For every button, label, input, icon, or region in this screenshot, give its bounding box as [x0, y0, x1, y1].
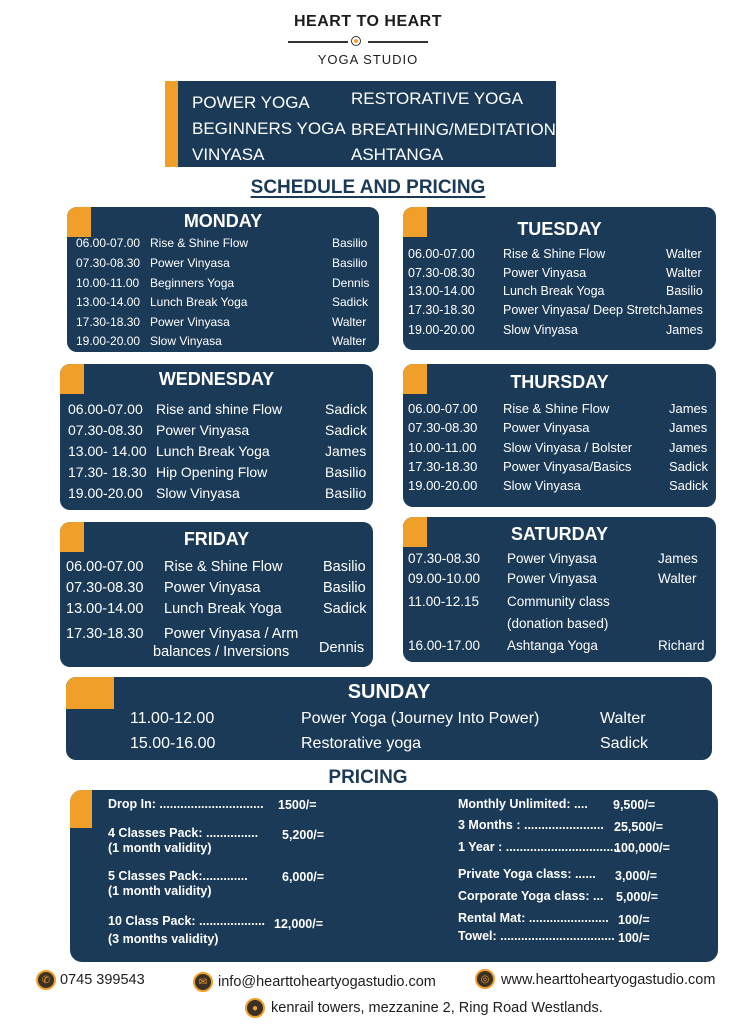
- time-slot: 06.00-07.00: [76, 236, 141, 250]
- schedule-heading: SCHEDULE AND PRICING: [250, 177, 486, 198]
- instructor-name: Basilio: [666, 284, 703, 298]
- class-name: Rise & Shine Flow: [150, 236, 249, 250]
- class-item: BREATHING/MEDITATION: [351, 120, 556, 139]
- class-name: Slow Vinyasa / Bolster: [503, 440, 633, 455]
- class-name: Rise & Shine Flow: [164, 559, 283, 575]
- class-name: Power Vinyasa: [164, 580, 261, 596]
- pricing-card-accent: [70, 790, 92, 828]
- class-name: Lunch Break Yoga: [150, 295, 248, 309]
- class-name: Slow Vinyasa: [150, 334, 222, 348]
- instructor-name: Sadick: [323, 601, 367, 617]
- time-slot: 17.30-18.30: [76, 315, 141, 329]
- class-name: Slow Vinyasa: [503, 478, 581, 493]
- price-value: 100/=: [618, 913, 650, 927]
- instructor-name: Basilio: [323, 580, 366, 596]
- class-name: Power Vinyasa/ Deep Stretch: [503, 303, 667, 317]
- class-name: Lunch Break Yoga: [156, 443, 270, 459]
- class-name: (donation based): [507, 616, 609, 631]
- class-name: Power Vinyasa: [503, 266, 587, 280]
- class-name: Power Vinyasa: [150, 315, 230, 329]
- instructor-name: James: [669, 440, 708, 455]
- time-slot: 17.30-18.30: [66, 626, 144, 642]
- time-slot: 06.00-07.00: [408, 401, 478, 416]
- price-label: 5 Classes Pack:.............: [108, 869, 248, 883]
- contact-address: kenrail towers, mezzanine 2, Ring Road Westlands.: [271, 1000, 603, 1016]
- contact-phone[interactable]: 0745 399543: [60, 972, 145, 988]
- instructor-name: Walter: [600, 710, 646, 727]
- day-title: TUESDAY: [517, 219, 602, 239]
- time-slot: 13.00-14.00: [66, 601, 144, 617]
- class-name: Restorative yoga: [301, 735, 422, 752]
- time-slot: 17.30-18.30: [408, 303, 475, 317]
- globe-icon: ◎: [475, 969, 495, 989]
- instructor-name: Basilio: [332, 256, 368, 270]
- time-slot: 10.00-11.00: [408, 440, 477, 455]
- time-slot: 13.00-14.00: [76, 295, 141, 309]
- price-label: 3 Months : .......................: [458, 818, 604, 832]
- day-title: SATURDAY: [510, 524, 608, 544]
- class-name: Hip Opening Flow: [156, 464, 268, 480]
- instructor-name: Sadick: [600, 735, 649, 752]
- instructor-name: Basilio: [332, 236, 368, 250]
- instructor-name: James: [669, 401, 708, 416]
- pricing-heading: PRICING: [328, 767, 408, 788]
- class-item: RESTORATIVE YOGA: [351, 89, 523, 108]
- class-name: Slow Vinyasa: [156, 485, 240, 501]
- price-value: 1500/=: [278, 798, 317, 812]
- price-sublabel: (1 month validity): [108, 841, 212, 855]
- instructor-name: Sadick: [325, 422, 368, 438]
- class-name: Power Vinyasa: [507, 551, 597, 566]
- class-name: Rise and shine Flow: [156, 401, 283, 417]
- class-item: ASHTANGA: [351, 145, 444, 164]
- time-slot: 07.30-08.30: [408, 551, 481, 566]
- location-icon: ●: [245, 998, 265, 1018]
- price-label: Private Yoga class: ......: [458, 867, 596, 881]
- price-value: 12,000/=: [274, 917, 324, 931]
- class-name: Ashtanga Yoga: [507, 638, 598, 653]
- class-name: Beginners Yoga: [150, 276, 235, 290]
- time-slot: 13.00-14.00: [408, 284, 475, 298]
- time-slot: 19.00-20.00: [76, 334, 141, 348]
- price-label: Rental Mat: .......................: [458, 911, 609, 925]
- class-name: Community class: [507, 594, 610, 609]
- instructor-name: Walter: [332, 315, 367, 329]
- class-name: Lunch Break Yoga: [164, 601, 282, 617]
- instructor-name: James: [666, 303, 703, 317]
- time-slot: 16.00-17.00: [408, 638, 481, 653]
- instructor-name: Basilio: [325, 464, 367, 480]
- price-value: 5,000/=: [616, 890, 659, 904]
- class-name: Slow Vinyasa: [503, 323, 578, 337]
- time-slot: 06.00-07.00: [66, 559, 144, 575]
- price-label: 1 Year : .................................: [458, 840, 621, 854]
- class-name: Power Vinyasa: [503, 420, 590, 435]
- instructor-name: Basilio: [323, 559, 366, 575]
- studio-logo-title: HEART TO HEART: [293, 13, 443, 30]
- class-name: Power Vinyasa/Basics: [503, 459, 632, 474]
- day-title: MONDAY: [183, 211, 263, 231]
- classes-banner-accent: [165, 81, 178, 167]
- class-name: Power Vinyasa: [156, 422, 250, 438]
- time-slot: 07.30-08.30: [68, 422, 143, 438]
- contact-website[interactable]: www.hearttoheartyogastudio.com: [501, 972, 716, 988]
- time-slot: 11.00-12.15: [408, 594, 480, 609]
- instructor-name: Dennis: [319, 640, 365, 656]
- time-slot: 11.00-12.00: [130, 710, 215, 727]
- logo-divider-left: [288, 41, 348, 43]
- instructor-name: Sadick: [325, 401, 368, 417]
- price-sublabel: (3 months validity): [108, 932, 219, 946]
- instructor-name: James: [658, 551, 698, 566]
- time-slot: 17.30-18.30: [408, 459, 478, 474]
- time-slot: 07.30-08.30: [76, 256, 141, 270]
- day-title: THURSDAY: [510, 372, 609, 392]
- studio-logo-subtitle: YOGA STUDIO: [317, 52, 419, 67]
- price-value: 5,200/=: [282, 828, 325, 842]
- logo-dot-icon: [351, 36, 361, 46]
- day-title: FRIDAY: [183, 529, 250, 549]
- price-value: 9,500/=: [613, 798, 656, 812]
- instructor-name: James: [325, 443, 367, 459]
- class-name: Rise & Shine Flow: [503, 401, 610, 416]
- instructor-name: Walter: [666, 266, 702, 280]
- class-item: BEGINNERS YOGA: [192, 119, 346, 138]
- time-slot: 09.00-10.00: [408, 571, 481, 586]
- price-value: 100,000/=: [614, 841, 670, 855]
- price-value: 3,000/=: [615, 869, 658, 883]
- instructor-name: Walter: [658, 571, 697, 586]
- time-slot: 15.00-16.00: [130, 735, 216, 752]
- time-slot: 07.30-08.30: [408, 420, 478, 435]
- time-slot: 19.00-20.00: [408, 323, 475, 337]
- instructor-name: Sadick: [669, 459, 709, 474]
- time-slot: 10.00-11.00: [76, 276, 140, 290]
- price-label: 4 Classes Pack: ...............: [108, 826, 259, 840]
- logo-divider-right: [368, 41, 428, 43]
- class-name: Lunch Break Yoga: [503, 284, 605, 298]
- class-name: Power Vinyasa / Arm: [164, 626, 299, 642]
- instructor-name: Richard: [658, 638, 705, 653]
- time-slot: 07.30-08.30: [408, 266, 475, 280]
- instructor-name: Basilio: [325, 485, 367, 501]
- class-name: Power Vinyasa: [150, 256, 230, 270]
- day-title: WEDNESDAY: [158, 369, 275, 389]
- price-value: 25,500/=: [614, 820, 664, 834]
- price-label: Monthly Unlimited: ....: [458, 797, 588, 811]
- instructor-name: Walter: [332, 334, 367, 348]
- phone-icon: ✆: [36, 970, 56, 990]
- contact-email[interactable]: info@hearttoheartyogastudio.com: [218, 974, 436, 990]
- instructor-name: Dennis: [332, 276, 370, 290]
- price-value: 100/=: [618, 931, 650, 945]
- instructor-name: Sadick: [669, 478, 709, 493]
- time-slot: 06.00-07.00: [68, 401, 143, 417]
- instructor-name: Walter: [666, 247, 702, 261]
- time-slot: 13.00- 14.00: [68, 443, 147, 459]
- class-item: POWER YOGA: [192, 93, 310, 112]
- time-slot: 17.30- 18.30: [68, 464, 147, 480]
- class-name: Power Yoga (Journey Into Power): [301, 710, 540, 727]
- time-slot: 07.30-08.30: [66, 580, 144, 596]
- time-slot: 06.00-07.00: [408, 247, 475, 261]
- price-value: 6,000/=: [282, 870, 325, 884]
- time-slot: 19.00-20.00: [68, 485, 143, 501]
- price-label: 10 Class Pack: ...................: [108, 914, 266, 928]
- email-icon: ✉: [193, 972, 213, 992]
- class-name: Power Vinyasa: [507, 571, 597, 586]
- instructor-name: James: [669, 420, 708, 435]
- day-title: SUNDAY: [347, 681, 431, 703]
- price-label: Drop In: ..............................: [108, 797, 264, 811]
- instructor-name: James: [666, 323, 703, 337]
- class-name: Rise & Shine Flow: [503, 247, 606, 261]
- price-label: Towel: .................................: [458, 929, 615, 943]
- price-label: Corporate Yoga class: ...: [458, 889, 604, 903]
- class-item: VINYASA: [192, 145, 265, 164]
- price-sublabel: (1 month validity): [108, 884, 212, 898]
- time-slot: 19.00-20.00: [408, 478, 478, 493]
- class-name-continued: balances / Inversions: [153, 644, 290, 660]
- instructor-name: Sadick: [332, 295, 369, 309]
